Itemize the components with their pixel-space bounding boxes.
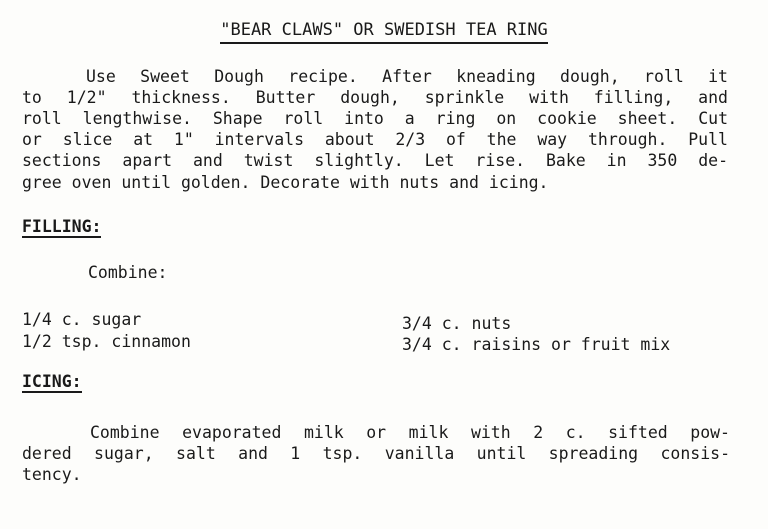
filling-heading: FILLING: [22, 217, 102, 236]
icing-line: tency. [22, 465, 82, 484]
icing-line: Combine evaporated milk or milk with 2 c. sifted pow- [90, 423, 730, 442]
filling-ingredient: 3/4 c. nuts [402, 314, 512, 333]
intro-line: gree oven until golden. Decorate with nuts and icing. [22, 173, 549, 192]
recipe-title [0, 20, 768, 40]
filling-ingredient: 3/4 c. raisins or fruit mix [402, 335, 671, 354]
intro-line: sections apart and twist slightly. Let rise. Bake in 350 de- [22, 151, 728, 170]
filling-combine: Combine: [88, 263, 168, 282]
intro-line: roll lengthwise. Shape roll into a ring on cookie sheet. Cut [22, 109, 728, 128]
intro-line: to 1/2" thickness. Butter dough, sprinkle with filling, and [22, 88, 728, 107]
filling-ingredient: 1/4 c. sugar [22, 310, 142, 329]
filling-ingredient: 1/2 tsp. cinnamon [22, 332, 191, 351]
icing-line: dered sugar, salt and 1 tsp. vanilla until spreading consis- [22, 444, 730, 463]
intro-line: Use Sweet Dough recipe. After kneading dough, roll it [86, 67, 728, 86]
icing-heading: ICING: [22, 372, 82, 391]
recipe-title-text: "BEAR CLAWS" OR SWEDISH TEA RING [220, 20, 548, 44]
intro-line: or slice at 1" intervals about 2/3 of the way through. Pull [22, 130, 728, 149]
